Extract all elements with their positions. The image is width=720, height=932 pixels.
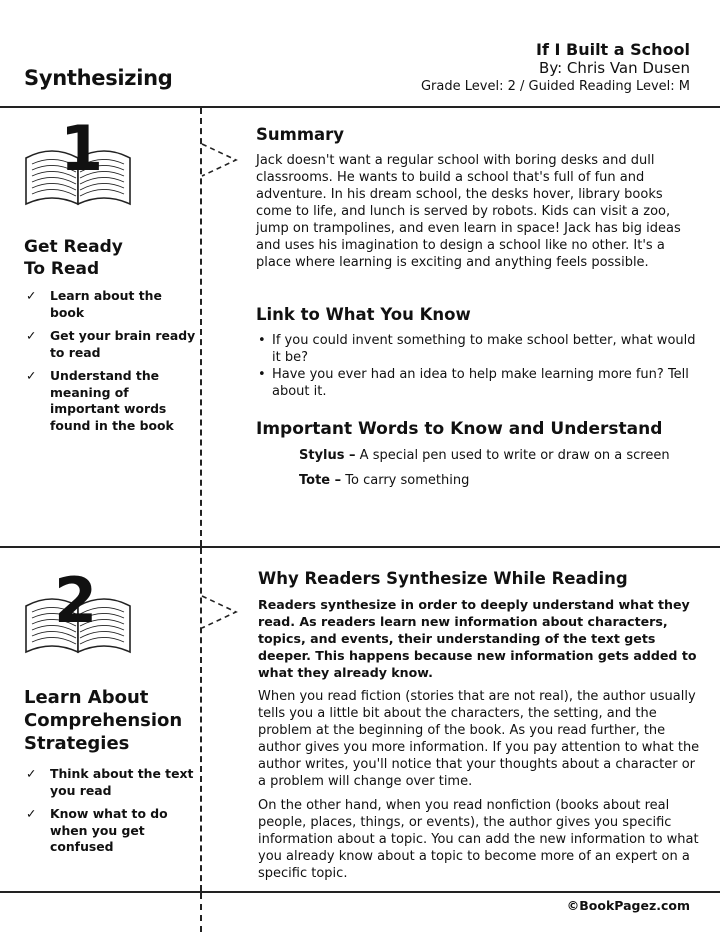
step-number: 1 — [60, 112, 104, 185]
divider-top — [0, 106, 720, 108]
checklist-item: ✓ Understand the meaning of important words found in the book — [26, 368, 174, 433]
step-number: 2 — [54, 564, 98, 637]
step2-heading: Learn About Comprehension Strategies — [24, 687, 183, 754]
step1-checklist — [24, 288, 196, 441]
checkmark-icon: ✓ — [26, 806, 37, 821]
book-title: If I Built a School — [535, 40, 690, 59]
column-divider-3 — [200, 893, 202, 932]
divider-bottom — [0, 891, 720, 893]
summary-heading: Summary — [256, 125, 345, 144]
book-info — [421, 40, 690, 96]
list-item: • Have you ever had an idea to help make learning more fun? Tell about it. — [258, 367, 689, 399]
step1-heading: Get Ready To Read — [24, 237, 123, 279]
checklist-item: ✓ Know what to do when you get confused — [26, 806, 168, 854]
summary-text: Jack doesn't want a regular school with boring desks and dull classrooms. He wants to build a school that's full of fun and adventure. In his dream school, the desks hover, library books come to life, and lunch is served by robots. Kids can visit a zoo, jump on trampolines, and even learn in space! Jack has big ideas and uses his imagination to design a school like no other. It's a place where learning is exciting and anything feels possible. — [256, 153, 681, 270]
bullet-icon: • — [258, 333, 266, 348]
checkmark-icon: ✓ — [26, 368, 37, 383]
divider-middle — [0, 546, 720, 548]
step2-checklist — [24, 766, 196, 863]
checkmark-icon: ✓ — [26, 766, 37, 781]
checklist-item: ✓ Think about the text you read — [26, 766, 194, 798]
why-heading: Why Readers Synthesize While Reading — [258, 569, 628, 588]
checkmark-icon: ✓ — [26, 288, 37, 303]
why-paragraph-nonfiction: On the other hand, when you read nonfiction (books about real people, places, things, or events), the author gives you specific information about a topic. You can add the new information to what you already know about a topic to become more of an expert on a specific topic. — [258, 798, 699, 881]
vocab-item: Stylus – A special pen used to write or draw on a screen — [299, 448, 670, 463]
checklist-item: ✓ Learn about the book — [26, 288, 162, 320]
copyright: ©BookPagez.com — [566, 898, 690, 913]
checklist-item: ✓ Get your brain ready to read — [26, 328, 196, 360]
why-section — [258, 568, 703, 882]
link-bullets — [256, 332, 701, 400]
page-title: Synthesizing — [24, 66, 173, 90]
link-heading: Link to What You Know — [256, 305, 471, 324]
grade-level: Grade Level: 2 / Guided Reading Level: M — [420, 79, 690, 94]
words-section — [256, 418, 701, 497]
book-author: By: Chris Van Dusen — [539, 59, 690, 77]
arrow-right-icon — [200, 592, 240, 632]
checkmark-icon: ✓ — [26, 328, 37, 343]
vocab-item: Tote – To carry something — [299, 473, 470, 488]
link-section — [256, 304, 701, 400]
summary-section — [256, 124, 701, 271]
why-paragraph-fiction: When you read fiction (stories that are not real), the author usually tells you a little bit about the characters, the setting, and the problem at the beginning of the book. As you read further, the author gives you more information. If you pay attention to what the author writes, you'll notice that your thoughts about a character or a problem will change over time. — [258, 689, 700, 789]
bullet-icon: • — [258, 367, 266, 382]
list-item: • If you could invent something to make school better, what would it be? — [258, 333, 696, 365]
words-heading: Important Words to Know and Understand — [256, 419, 663, 439]
why-intro: Readers synthesize in order to deeply understand what they read. As readers learn new information about characters, topics, and events, their understanding of the text gets deeper. This happens because new information gets added to what they already know. — [258, 597, 697, 680]
arrow-right-icon — [200, 140, 240, 180]
